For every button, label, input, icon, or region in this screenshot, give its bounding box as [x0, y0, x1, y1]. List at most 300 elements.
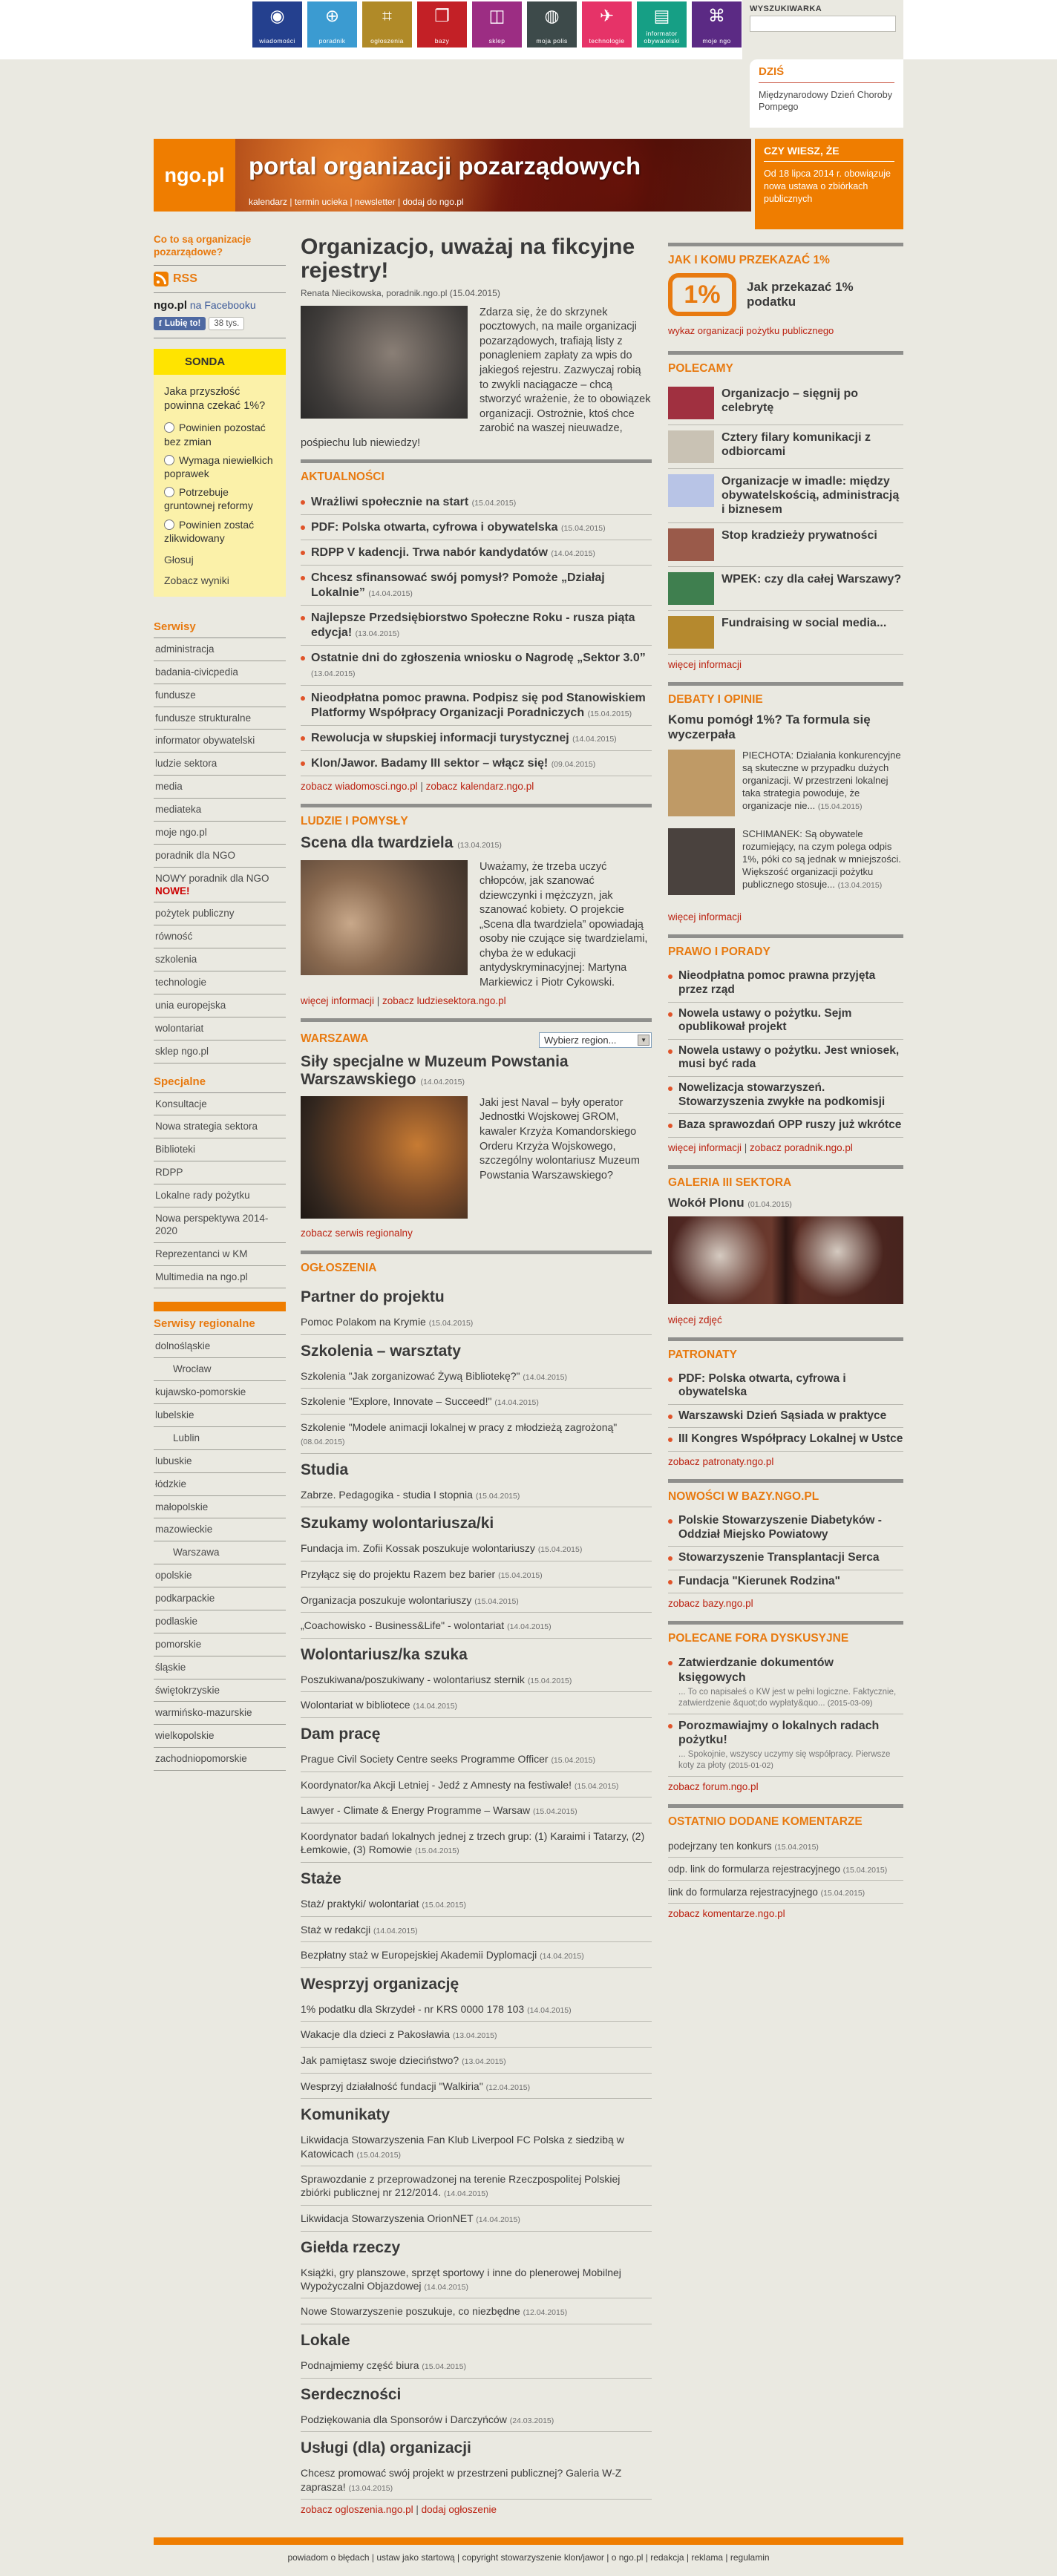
ogloszenia-group-list — [301, 1482, 652, 1508]
ogloszenia-group-title: Staże — [301, 1869, 341, 1887]
bullet-icon — [301, 656, 305, 661]
header-link[interactable]: kalendarz | — [249, 197, 295, 207]
news-date: (15.04.2015) — [471, 499, 517, 508]
nav-tile[interactable] — [637, 1, 687, 47]
nav-tile[interactable] — [252, 1, 302, 47]
sidebar-region-item[interactable]: Warszawa — [154, 1541, 286, 1564]
lead-article-title[interactable]: Organizacjo, uważaj na fikcyjne rejestry! — [301, 235, 635, 284]
news-item[interactable]: Klon/Jawor. Badamy III sektor – włącz się! (09.04.2015) — [301, 751, 652, 776]
nowosci-list — [668, 1510, 903, 1593]
ogloszenia-item[interactable]: Przyłącz się do projektu Razem bez barier (15.04.2015) — [301, 1561, 652, 1587]
polecamy-title: POLECAMY — [668, 362, 733, 375]
ogloszenia-item[interactable]: Organizacja poszukuje wolontariuszy (15.04.2015) — [301, 1587, 652, 1613]
nav-tile-label: wiadomości — [259, 37, 295, 45]
fora-list — [668, 1651, 903, 1777]
poll-box — [154, 349, 286, 597]
ogloszenia-group — [301, 2324, 652, 2379]
ogloszenia-group-title: Komunikaty — [301, 2106, 390, 2124]
prawo-item[interactable]: Baza sprawozdań OPP ruszy już wkrótce — [668, 1114, 903, 1138]
nav-tile[interactable] — [362, 1, 412, 47]
onepercent-link[interactable]: Jak przekazać 1% podatku — [747, 279, 854, 309]
comment-item[interactable]: podejrzany ten konkurs (15.04.2015) — [668, 1835, 903, 1858]
sidebar-item[interactable]: RDPP — [154, 1161, 286, 1184]
sidebar-region-item[interactable]: lubelskie — [154, 1404, 286, 1427]
red-link[interactable]: zobacz bazy.ngo.pl — [668, 1598, 753, 1610]
ogloszenia-group-title: Giełda rzeczy — [301, 2238, 401, 2256]
sidebar-serwisy-list — [154, 638, 286, 1063]
sidebar-region-item[interactable]: świętokrzyskie — [154, 1679, 286, 1702]
ogloszenia-group — [301, 1335, 652, 1454]
red-link[interactable]: więcej informacji — [668, 658, 742, 670]
warszawa-article-body: Jaki jest Naval – były operator Jednostki Wojskowej GROM, kawaler Krzyża Komandorskiego Orderu Krzyża Wojskowego, szczególny wolontariusz Muzeum Powstania Warszawskiego? — [480, 1096, 640, 1182]
bullet-icon — [668, 1012, 673, 1017]
sidebar-item[interactable]: Nowa perspektywa 2014-2020 — [154, 1207, 286, 1243]
polecamy-item[interactable]: Cztery filary komunikacji z odbiorcami — [668, 425, 903, 469]
ludzie-article-body: Uważamy, że trzeba uczyć chłopców, jak szanować dziewczynki i mężczyzn, jak szanować kobiety. O projekcie „Scena dla twardziela” opowiadają osoby nie czujące się twardzielami, chyba że w edukacji antydyskryminacyjnej: Martyna Markiewicz i Piotr Cykowski. — [480, 860, 648, 989]
sidebar-item[interactable]: Multimedia na ngo.pl — [154, 1266, 286, 1289]
sidebar-item[interactable]: Biblioteki — [154, 1138, 286, 1161]
bullet-icon — [668, 1724, 673, 1728]
sidebar-item[interactable]: Reprezentanci w KM — [154, 1243, 286, 1266]
poll-option[interactable]: Potrzebuje gruntownej reformy — [164, 486, 253, 512]
red-link[interactable]: zobacz ogloszenia.ngo.pl | — [301, 2504, 422, 2515]
ogloszenia-item[interactable]: Jak pamiętasz swoje dzieciństwo? (13.04.2015) — [301, 2048, 652, 2074]
ogloszenia-item[interactable]: Szkolenie "Modele animacji lokalnej w pracy z młodzieżą zagrożoną" (08.04.2015) — [301, 1415, 652, 1454]
ogloszenia-item[interactable]: Pomoc Polakom na Krymie (15.04.2015) — [301, 1309, 652, 1335]
ogloszenia-group-list — [301, 1363, 652, 1454]
nav-tile[interactable] — [307, 1, 357, 47]
comment-item[interactable]: link do formularza rejestracyjnego (15.04.2015) — [668, 1881, 903, 1904]
galeria-photo[interactable] — [668, 1216, 903, 1304]
red-link[interactable]: zobacz ludziesektora.ngo.pl — [382, 994, 506, 1006]
debaty-entry[interactable]: PIECHOTA: Działania konkurencyjne są skuteczne w przypadku dużych organizacji. W przestrzeni lokalnej taka strategia powoduje, że organizacje nie... (15.04.2015) — [668, 750, 903, 819]
red-link[interactable]: więcej zdjęć — [668, 1314, 722, 1325]
nav-tile-icon: ❐ — [434, 6, 450, 25]
ludzie-title: LUDZIE I POMYSŁY — [301, 815, 408, 828]
prawo-item[interactable]: Nieodpłatna pomoc prawna przyjęta przez rząd — [668, 965, 903, 1002]
red-link[interactable]: zobacz komentarze.ngo.pl — [668, 1907, 785, 1919]
red-link[interactable]: więcej informacji — [668, 911, 742, 923]
facebook-icon: f — [159, 318, 162, 328]
header-links — [249, 197, 464, 207]
red-link[interactable]: zobacz kalendarz.ngo.pl — [425, 781, 534, 793]
sidebar-region-item[interactable]: łódzkie — [154, 1473, 286, 1496]
debaty-title: DEBATY I OPINIE — [668, 692, 763, 706]
nav-tile-icon: ⌘ — [708, 6, 725, 25]
sidebar-region-item[interactable]: warmińsko-mazurskie — [154, 1702, 286, 1725]
ogloszenia-group-title: Studia — [301, 1461, 349, 1478]
ogloszenia-group-list — [301, 1536, 652, 1639]
galeria-article-title[interactable]: Wokół Plonu (01.04.2015) — [668, 1195, 792, 1210]
polecamy-thumbnail — [668, 616, 714, 649]
prawo-item[interactable]: Nowela ustawy o pożytku. Sejm opublikował projekt — [668, 1003, 903, 1040]
sidebar-item[interactable]: pożytek publiczny — [154, 902, 286, 925]
ogloszenia-group-list — [301, 1891, 652, 1968]
debaty-entries — [668, 750, 903, 898]
sidebar-region-item[interactable]: pomorskie — [154, 1633, 286, 1656]
warszawa-article-title[interactable]: Siły specjalne w Muzeum Powstania Warszawskiego (14.04.2015) — [301, 1052, 569, 1088]
sidebar-item[interactable]: ludzie sektora — [154, 753, 286, 776]
bullet-icon — [668, 1556, 673, 1561]
lead-article-photo — [301, 306, 468, 419]
search-block — [742, 0, 903, 59]
debaty-entry[interactable]: SCHIMANEK: Są obywatele rozumiejący, na czym polega odpis 1%, póki co są jednak w mniejszości. Większość organizacji pożytku publicznego stosuje... (13.04.2015) — [668, 828, 903, 898]
bullet-icon — [668, 1415, 673, 1419]
ogloszenia-item[interactable]: Chcesz promować swój projekt w przestrzeni publicznej? Galeria W-Z zaprasza! (13.04.2015) — [301, 2460, 652, 2500]
red-link[interactable]: więcej informacji | — [301, 995, 382, 1006]
ogloszenia-group — [301, 1863, 652, 1968]
bullet-icon — [668, 1124, 673, 1128]
sidebar-region-item[interactable]: podlaskie — [154, 1610, 286, 1633]
patronaty-item[interactable]: PDF: Polska otwarta, cyfrowa i obywatelska — [668, 1368, 903, 1405]
ogloszenia-item[interactable]: Staż/ praktyki/ wolontariat (15.04.2015) — [301, 1891, 652, 1917]
ogloszenia-group-title: Partner do projektu — [301, 1288, 445, 1305]
ogloszenia-item[interactable]: Bezpłatny staż w Europejskiej Akademii Dyplomacji (14.04.2015) — [301, 1942, 652, 1968]
sidebar-item[interactable]: Lokalne rady pożytku — [154, 1184, 286, 1207]
section-divider — [668, 351, 903, 355]
ogloszenia-item[interactable]: Koordynator badań lokalnych jednej z trzech grup: (1) Karaimi i Tatarzy, (2) Łemkowie, (3) Romowie (15.04.2015) — [301, 1823, 652, 1863]
nav-tile-label: bazy — [434, 37, 450, 45]
sidebar-divider-bar — [154, 1302, 286, 1311]
site-logo[interactable]: ngo.pl — [154, 139, 235, 212]
sidebar-item[interactable]: informator obywatelski — [154, 730, 286, 753]
didyouknow-text[interactable]: Od 18 lipca 2014 r. obowiązuje nowa ustawa o zbiórkach publicznych — [764, 168, 891, 204]
sidebar-region-item[interactable]: zachodniopomorskie — [154, 1748, 286, 1771]
sidebar-item[interactable]: technologie — [154, 971, 286, 994]
ogloszenia-item[interactable]: Poszukiwana/poszukiwany - wolontariusz sternik (15.04.2015) — [301, 1667, 652, 1693]
poll-vote-link[interactable]: Głosuj — [164, 553, 194, 566]
today-box — [750, 59, 903, 128]
ogloszenia-group-list — [301, 1309, 652, 1335]
radio-button[interactable] — [164, 455, 174, 465]
radio-button[interactable] — [164, 422, 174, 433]
radio-button[interactable] — [164, 520, 174, 530]
section-divider — [668, 1165, 903, 1169]
ogloszenia-item[interactable]: 1% podatku dla Skrzydeł - nr KRS 0000 178 103 (14.04.2015) — [301, 1996, 652, 2022]
nav-tile-icon: ✈ — [599, 6, 615, 25]
ogloszenia-footer-links — [301, 2500, 652, 2518]
ogloszenia-item[interactable]: Zabrze. Pedagogika - studia I stopnia (15.04.2015) — [301, 1482, 652, 1508]
footer-link[interactable]: redakcja | — [650, 2552, 691, 2563]
poll-option[interactable]: Wymaga niewielkich poprawek — [164, 453, 273, 479]
sidebar-item[interactable]: fundusze — [154, 684, 286, 707]
site-tagline: portal organizacji pozarządowych — [249, 152, 641, 180]
sidebar-item[interactable]: sklep ngo.pl — [154, 1040, 286, 1063]
bullet-icon — [301, 500, 305, 505]
ogloszenia-item[interactable]: Szkolenie "Explore, Innovate – Succeed!" (14.04.2015) — [301, 1389, 652, 1415]
ogloszenia-item[interactable]: Książki, gry planszowe, sprzęt sportowy i inne do plenerowej Mobilnej Wypożyczalni Objazdowej (14.04.2015) — [301, 2260, 652, 2299]
sidebar-region-item[interactable]: Lublin — [154, 1427, 286, 1450]
debaty-portrait — [668, 828, 735, 895]
nav-tile[interactable] — [417, 1, 467, 47]
sidebar-regionalne-title: Serwisy regionalne — [154, 1311, 286, 1335]
nowosci-item[interactable]: Polskie Stowarzyszenie Diabetyków - Oddział Miejsko Powiatowy — [668, 1510, 903, 1547]
ogloszenia-item[interactable]: Likwidacja Stowarzyszenia OrionNET (14.04.2015) — [301, 2206, 652, 2232]
bullet-icon — [301, 551, 305, 555]
news-date: (14.04.2015) — [368, 589, 413, 599]
nav-tile-icon: ◉ — [269, 6, 285, 25]
bullet-icon — [301, 576, 305, 580]
sidebar-region-item[interactable]: małopolskie — [154, 1496, 286, 1519]
nowosci-item[interactable]: Fundacja "Kierunek Rodzina" — [668, 1570, 903, 1594]
sidebar-item[interactable]: Konsultacje — [154, 1093, 286, 1116]
news-item[interactable]: Najlepsze Przedsiębiorstwo Społeczne Roku - rusza piąta edycja! (13.04.2015) — [301, 606, 652, 646]
galeria-title: GALERIA III SEKTORA — [668, 1176, 792, 1189]
didyouknow-box — [755, 139, 903, 229]
warszawa-title: WARSZAWA — [301, 1032, 369, 1045]
ogloszenia-item[interactable]: Koordynator/ka Akcji Letniej - Jedź z Amnesty na festiwale! (15.04.2015) — [301, 1772, 652, 1798]
ogloszenia-item[interactable]: Podnajmiemy część biura (15.04.2015) — [301, 2353, 652, 2379]
new-badge: NOWE! — [155, 885, 190, 897]
facebook-block — [154, 293, 286, 338]
ogloszenia-item[interactable]: Lawyer - Climate & Energy Programme – Warsaw (15.04.2015) — [301, 1797, 652, 1823]
comment-item[interactable]: odp. link do formularza rejestracyjnego (15.04.2015) — [668, 1858, 903, 1881]
footer-link[interactable]: copyright stowarzyszenie klon/jawor | — [462, 2552, 612, 2563]
top-zone — [154, 59, 903, 234]
ludzie-article-photo — [301, 860, 468, 975]
debaty-footer-links — [668, 907, 903, 925]
ogloszenia-group-list — [301, 2127, 652, 2231]
ogloszenia-group-title: Wesprzyj organizację — [301, 1975, 459, 1993]
sidebar-item[interactable]: fundusze strukturalne — [154, 707, 286, 730]
sidebar-item[interactable]: poradnik dla NGO — [154, 845, 286, 868]
polecamy-list — [668, 381, 903, 655]
bullet-icon — [668, 1580, 673, 1584]
nav-tile-icon: ⌗ — [382, 6, 392, 25]
section-divider — [301, 804, 652, 807]
sidebar-region-item[interactable]: mazowieckie — [154, 1518, 286, 1541]
news-item[interactable]: Wrażliwi społecznie na start (15.04.2015) — [301, 490, 652, 515]
ogloszenia-group-title: Szukamy wolontariusza/ki — [301, 1515, 494, 1533]
nav-tile-label: sklep — [488, 37, 505, 45]
sidebar-region-item[interactable]: Wrocław — [154, 1358, 286, 1381]
patronaty-item[interactable]: III Kongres Współpracy Lokalnej w Ustce — [668, 1428, 903, 1452]
patronaty-footer-links — [668, 1452, 903, 1470]
ogloszenia-group-list — [301, 1996, 652, 2100]
ogloszenia-item[interactable]: Sprawozdanie z przeprowadzonej na terenie Rzeczpospolitej Polskiej zbiórki publicznej nr 212/2014. (14.04.2015) — [301, 2166, 652, 2206]
sidebar-item[interactable]: administracja — [154, 638, 286, 661]
debaty-headline[interactable]: Komu pomógł 1%? Ta formula się wyczerpała — [668, 712, 871, 741]
polecamy-item[interactable]: WPEK: czy dla całej Warszawy? — [668, 567, 903, 611]
news-item[interactable]: Chcesz sfinansować swój pomysł? Pomoże „Działaj Lokalnie” (14.04.2015) — [301, 566, 652, 606]
radio-button[interactable] — [164, 487, 174, 497]
news-date: (14.04.2015) — [551, 549, 595, 559]
bullet-icon — [301, 761, 305, 766]
prawo-item[interactable]: Nowelizacja stowarzyszeń. Stowarzyszenia zwykłe na podkomisji — [668, 1077, 903, 1114]
bullet-icon — [668, 1438, 673, 1442]
news-date: (13.04.2015) — [355, 629, 400, 639]
ogloszenia-group-list — [301, 2353, 652, 2379]
prawo-title: PRAWO I PORADY — [668, 945, 770, 959]
top-strip — [0, 0, 1057, 59]
nav-tile[interactable] — [527, 1, 577, 47]
ludzie-footer-links — [301, 991, 652, 1009]
news-item[interactable]: RDPP V kadencji. Trwa nabór kandydatów (14.04.2015) — [301, 540, 652, 566]
bullet-icon — [301, 525, 305, 530]
section-divider — [301, 1251, 652, 1254]
prawo-item[interactable]: Nowela ustawy o pożytku. Jest wniosek, musi być rada — [668, 1040, 903, 1077]
footer-link[interactable]: regulamin — [730, 2552, 770, 2563]
search-input[interactable] — [750, 16, 896, 32]
ogloszenia-item[interactable]: Wesprzyj działalność fundacji "Walkiria" (12.04.2015) — [301, 2074, 652, 2100]
nav-tile-icon: ◫ — [488, 6, 505, 25]
section-divider — [668, 1337, 903, 1341]
ogloszenia-item[interactable]: Nowe Stowarzyszenie poszukuje, co niezbędne (12.04.2015) — [301, 2298, 652, 2324]
red-link[interactable]: więcej informacji | — [668, 1142, 750, 1153]
region-select[interactable]: Wybierz region... ▼ — [539, 1032, 652, 1048]
ogloszenia-item[interactable]: „Coachowisko - Business&Life" - wolontariat (14.04.2015) — [301, 1613, 652, 1639]
opp-list-link[interactable]: wykaz organizacji pożytku publicznego — [668, 325, 834, 336]
nav-tile[interactable] — [582, 1, 632, 47]
ogloszenia-group-title: Lokale — [301, 2332, 350, 2350]
footer-link[interactable]: ustaw jako startową | — [376, 2552, 462, 2563]
news-item[interactable]: PDF: Polska otwarta, cyfrowa i obywatelska (15.04.2015) — [301, 515, 652, 540]
sidebar-region-item[interactable]: lubuskie — [154, 1450, 286, 1473]
sidebar-region-item[interactable]: opolskie — [154, 1564, 286, 1587]
facebook-like-button[interactable]: f Lubię to! — [154, 317, 206, 330]
news-date: (15.04.2015) — [587, 709, 632, 719]
poll-option[interactable]: Powinien pozostać bez zmian — [164, 422, 266, 448]
warszawa-article-photo — [301, 1096, 468, 1219]
polecamy-item[interactable]: Organizacjo – sięgnij po celebrytę — [668, 381, 903, 425]
forum-item[interactable]: Porozmawiajmy o lokalnych radach pożytku! ... Spokojnie, wszyscy uczymy się współpracy. Pierwsze koty za płoty (2015-01-02) — [668, 1714, 903, 1777]
sidebar-item[interactable]: mediateka — [154, 799, 286, 822]
didyouknow-title: CZY WIESZ, ŻE — [764, 145, 894, 162]
ogloszenia-item[interactable]: Prague Civil Society Centre seeks Programme Officer (15.04.2015) — [301, 1746, 652, 1772]
ogloszenia-item[interactable]: Podziękowania dla Sponsorów i Darczyńców (24.03.2015) — [301, 2407, 652, 2433]
ogloszenia-group-title: Usługi (dla) organizacji — [301, 2439, 471, 2457]
sidebar-regionalne-list — [154, 1335, 286, 1771]
sidebar-region-item[interactable]: podkarpackie — [154, 1587, 286, 1610]
today-text[interactable]: Międzynarodowy Dzień Choroby Pompego — [759, 90, 892, 113]
sidebar-region-item[interactable]: wielkopolskie — [154, 1725, 286, 1748]
news-date: (13.04.2015) — [311, 669, 356, 679]
sidebar-item[interactable]: unia europejska — [154, 994, 286, 1017]
red-link[interactable]: dodaj ogłoszenie — [421, 2504, 497, 2516]
ogloszenia-group-list — [301, 1746, 652, 1863]
news-date: (15.04.2015) — [561, 524, 606, 534]
poll-option[interactable]: Powinien zostać zlikwidowany — [164, 518, 255, 544]
news-item[interactable]: Ostatnie dni do zgłoszenia wniosku o Nagrodę „Sektor 3.0” (13.04.2015) — [301, 646, 652, 686]
bullet-icon — [668, 1519, 673, 1524]
komentarze-list — [668, 1835, 903, 1904]
header-link[interactable]: newsletter | — [355, 197, 403, 207]
header-photo — [235, 139, 751, 212]
polecamy-item[interactable]: Stop kradzieży prywatności — [668, 523, 903, 567]
nav-tile[interactable] — [692, 1, 742, 47]
sidebar-region-item[interactable]: śląskie — [154, 1656, 286, 1679]
polecamy-item[interactable]: Fundraising w social media... — [668, 611, 903, 655]
patronaty-item[interactable]: Warszawski Dzień Sąsiada w praktyce — [668, 1405, 903, 1429]
chevron-down-icon[interactable]: ▼ — [638, 1035, 649, 1046]
fora-footer-links — [668, 1777, 903, 1795]
forum-item[interactable]: Zatwierdzanie dokumentów księgowych ... To co napisałeś o KW jest w pełni logiczne. Faktycznie, zatwierdzenie &quot;do wypłaty&quo... (2015-03-09) — [668, 1651, 903, 1714]
news-date: (14.04.2015) — [572, 735, 617, 744]
nav-tile-label: ogłoszenia — [370, 37, 404, 45]
what-are-ngos-link[interactable]: Co to są organizacje pozarządowe? — [154, 234, 286, 266]
sidebar-region-item[interactable]: dolnośląskie — [154, 1335, 286, 1358]
ogloszenia-group-title: Wolontariusz/ka szuka — [301, 1645, 468, 1663]
ogloszenia-group-title: Dam pracę — [301, 1725, 381, 1743]
nowosci-item[interactable]: Stowarzyszenie Transplantacji Serca — [668, 1547, 903, 1570]
section-divider — [301, 1018, 652, 1022]
right-column — [668, 234, 903, 1922]
polecamy-item[interactable]: Organizacje w imadle: między obywatelskością, administracją i biznesem — [668, 469, 903, 523]
ogloszenia-item[interactable]: Staż w redakcji (14.04.2015) — [301, 1917, 652, 1943]
ogloszenia-group-title: Serdeczności — [301, 2385, 402, 2403]
red-link[interactable]: zobacz forum.ngo.pl — [668, 1780, 759, 1792]
footer-links — [154, 2545, 903, 2576]
header-link[interactable]: dodaj do ngo.pl — [402, 197, 464, 207]
red-link[interactable]: zobacz patronaty.ngo.pl — [668, 1456, 774, 1468]
footer-link[interactable]: o ngo.pl | — [612, 2552, 651, 2563]
nowosci-footer-links — [668, 1593, 903, 1612]
warszawa-footer-links — [301, 1223, 652, 1242]
poll-title: SONDA — [154, 349, 286, 375]
sidebar-item[interactable]: badania-civicpedia — [154, 661, 286, 684]
sidebar-item[interactable]: moje ngo.pl — [154, 822, 286, 845]
sidebar-item[interactable]: media — [154, 776, 286, 799]
ogloszenia-item[interactable]: Likwidacja Stowarzyszenia Fan Klub Liverpool FC Polska z siedzibą w Katowicach (15.04.2015) — [301, 2127, 652, 2166]
aktualnosci-title: AKTUALNOŚCI — [301, 471, 384, 484]
ogloszenia-group-list — [301, 2260, 652, 2324]
rss-link[interactable] — [154, 266, 286, 293]
news-item[interactable]: Nieodpłatna pomoc prawna. Podpisz się pod Stanowiskiem Platformy Współpracy Organizacji Poradniczych (15.04.2015) — [301, 686, 652, 726]
poll-results-link[interactable]: Zobacz wyniki — [164, 574, 229, 586]
red-link[interactable]: zobacz poradnik.ngo.pl — [750, 1141, 853, 1153]
ogloszenia-group — [301, 1507, 652, 1639]
site-header — [154, 139, 751, 212]
ogloszenia-item[interactable]: Wakacje dla dzieci z Pakosławia (13.04.2015) — [301, 2022, 652, 2048]
ogloszenia-item[interactable]: Wolontariat w bibliotece (14.04.2015) — [301, 1692, 652, 1718]
ogloszenia-group-list — [301, 2407, 652, 2433]
nowosci-title: NOWOŚCI W BAZY.NGO.PL — [668, 1490, 819, 1504]
ogloszenia-groups — [301, 1281, 652, 2500]
ogloszenia-item[interactable]: Fundacja im. Zofii Kossak poszukuje wolontariuszy (15.04.2015) — [301, 1536, 652, 1561]
nav-tile-label: informator obywatelski — [644, 30, 680, 45]
ogloszenia-item[interactable]: Szkolenia "Jak zorganizować Żywą Bibliotekę?" (14.04.2015) — [301, 1363, 652, 1389]
bullet-icon — [668, 1661, 673, 1665]
nav-tile-icon: ▤ — [653, 6, 670, 25]
section-divider — [668, 1479, 903, 1483]
facebook-link[interactable]: ngo.pl na Facebooku — [154, 298, 256, 312]
ludzie-article-title[interactable]: Scena dla twardziela (13.04.2015) — [301, 834, 502, 852]
main-column — [301, 234, 668, 2518]
section-divider — [301, 459, 652, 463]
patronaty-title: PATRONATY — [668, 1348, 737, 1361]
red-link[interactable]: zobacz serwis regionalny — [301, 1227, 413, 1239]
footer-link[interactable]: powiadom o błędach | — [287, 2552, 376, 2563]
ogloszenia-group — [301, 2432, 652, 2500]
sidebar-item[interactable]: wolontariat — [154, 1017, 286, 1040]
ogloszenia-group — [301, 1718, 652, 1863]
polecamy-footer-links — [668, 655, 903, 673]
footer-bar — [154, 2537, 903, 2545]
sidebar-item[interactable]: szkolenia — [154, 948, 286, 971]
news-item[interactable]: Rewolucja w słupskiej informacji turystycznej (14.04.2015) — [301, 726, 652, 751]
red-link[interactable]: zobacz wiadomosci.ngo.pl | — [301, 781, 426, 792]
debaty-portrait — [668, 750, 735, 816]
today-title: DZIŚ — [759, 65, 894, 83]
footer-link[interactable]: reklama | — [691, 2552, 730, 2563]
sidebar-item[interactable]: Nowa strategia sektora — [154, 1115, 286, 1138]
bullet-icon — [668, 1049, 673, 1054]
sidebar-item[interactable]: NOWY poradnik dla NGO NOWE! — [154, 868, 286, 903]
nav-tile[interactable] — [472, 1, 522, 47]
header-link[interactable]: termin ucieka | — [295, 197, 355, 207]
sidebar-item[interactable]: równość — [154, 925, 286, 948]
sidebar-region-item[interactable]: kujawsko-pomorskie — [154, 1381, 286, 1404]
